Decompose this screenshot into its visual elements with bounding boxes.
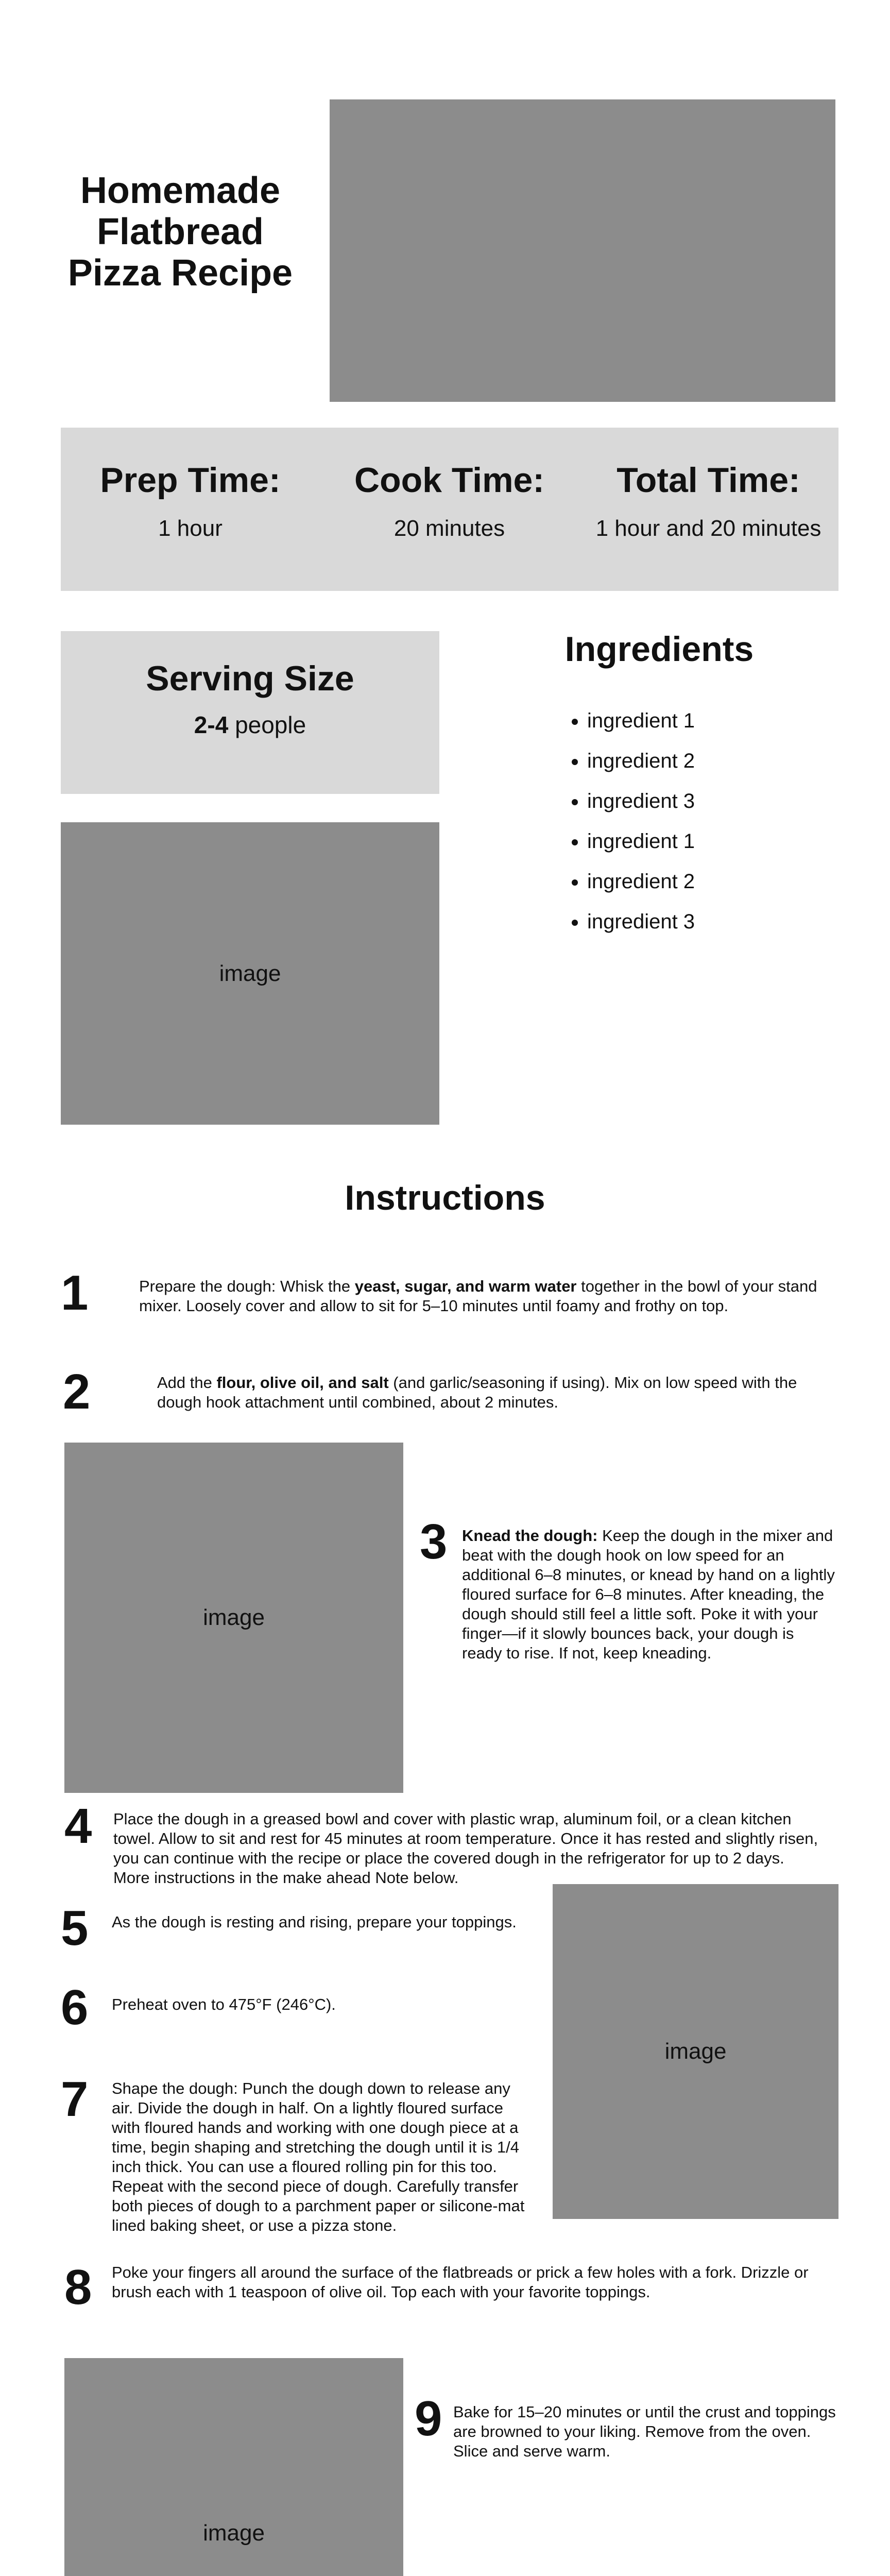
instructions-title: Instructions: [345, 1178, 545, 1217]
times-panel: [61, 428, 838, 591]
image-placeholder: image: [61, 822, 439, 1125]
step-text: Bake for 15–20 minutes or until the crust and toppings are browned to your liking. Remove from the oven. Slice and serve warm.: [453, 2403, 836, 2460]
image-placeholder: image: [64, 2358, 403, 2576]
list-item: • ingredient 2: [587, 861, 695, 902]
serving-size-label: Serving Size: [146, 659, 354, 698]
serving-unit: people: [235, 711, 306, 738]
list-item: • ingredient 3: [587, 781, 695, 821]
prep-time-label: Prep Time:: [100, 461, 281, 500]
list-item: • ingredient 3: [587, 902, 695, 942]
page-title: Homemade Flatbread Pizza Recipe: [67, 170, 293, 294]
step-text: Add the flour, olive oil, and salt (and garlic/seasoning if using). Mix on low speed with the dough hook attachment until combined, about 2 minutes.: [157, 1374, 797, 1411]
list-item: • ingredient 2: [587, 741, 695, 781]
step-number: 5: [61, 1901, 89, 1956]
step-text: As the dough is resting and rising, prepare your toppings.: [112, 1913, 517, 1931]
ingredients-list: [561, 701, 695, 942]
prep-time-value: 1 hour: [158, 516, 222, 541]
step-text: Place the dough in a greased bowl and cover with plastic wrap, aluminum foil, or a clean kitchen towel. Allow to sit and rest for 45 minutes at room temperature. Once it has rested and slightly risen, you can continue with the recipe or place the covered dough in the refrigerator for up to 2 days. More instructions in the make ahead Note below.: [113, 1810, 818, 1887]
cook-time-label: Cook Time:: [354, 461, 545, 500]
step-number: 9: [415, 2391, 442, 2446]
step-number: 8: [64, 2260, 92, 2315]
total-time-label: Total Time:: [617, 461, 800, 500]
list-item: • ingredient 1: [587, 821, 695, 861]
step-text: Preheat oven to 475°F (246°C).: [112, 1995, 336, 2013]
step-number: 4: [64, 1799, 92, 1854]
image-placeholder: image: [64, 1443, 403, 1793]
step-number: 3: [420, 1514, 448, 1569]
step-text: Poke your fingers all around the surface of the flatbreads or prick a few holes with a fork. Drizzle or brush each with 1 teaspoon of olive oil. Top each with your favorite toppings.: [112, 2263, 809, 2301]
image-placeholder: image: [553, 1884, 838, 2219]
step-text: Shape the dough: Punch the dough down to release any air. Divide the dough in half. On a lightly floured surface with floured hands and working with one dough piece at a time, begin shaping and stretching the dough until it is 1/4 inch thick. You can use a floured rolling pin for this too. Repeat with the second piece of dough. Carefully transfer both pieces of dough to a parchment paper or silicone-mat lined baking sheet, or use a pizza stone.: [112, 2079, 525, 2234]
total-time-value: 1 hour and 20 minutes: [595, 516, 821, 541]
serving-size-value: [61, 710, 439, 739]
step-text: Knead the dough: Keep the dough in the mixer and beat with the dough hook on low speed for an additional 6–8 minutes, or knead by hand on a lightly floured surface for 6–8 minutes. After kneading, the dough should still feel a little soft. Poke it with your finger—if it slowly bounces back, your dough is ready to rise. If not, keep kneading.: [462, 1527, 835, 1662]
step-number: 1: [61, 1265, 89, 1320]
cook-time-value: 20 minutes: [393, 516, 505, 541]
step-number: 7: [61, 2072, 89, 2127]
list-item: • ingredient 1: [587, 701, 695, 741]
step-text: Prepare the dough: Whisk the yeast, sugar, and warm water together in the bowl of your stand mixer. Loosely cover and allow to sit for 5–10 minutes until foamy and frothy on top.: [139, 1277, 817, 1315]
ingredients-title: Ingredients: [564, 630, 754, 669]
prep-time: [61, 460, 320, 542]
step-number: 2: [63, 1364, 91, 1419]
cook-time: [320, 460, 579, 542]
total-time: [579, 460, 838, 542]
serving-amount: 2-4: [194, 711, 229, 738]
hero-image: [330, 99, 835, 402]
step-number: 6: [61, 1980, 89, 2035]
serving-size-panel: [61, 631, 439, 794]
